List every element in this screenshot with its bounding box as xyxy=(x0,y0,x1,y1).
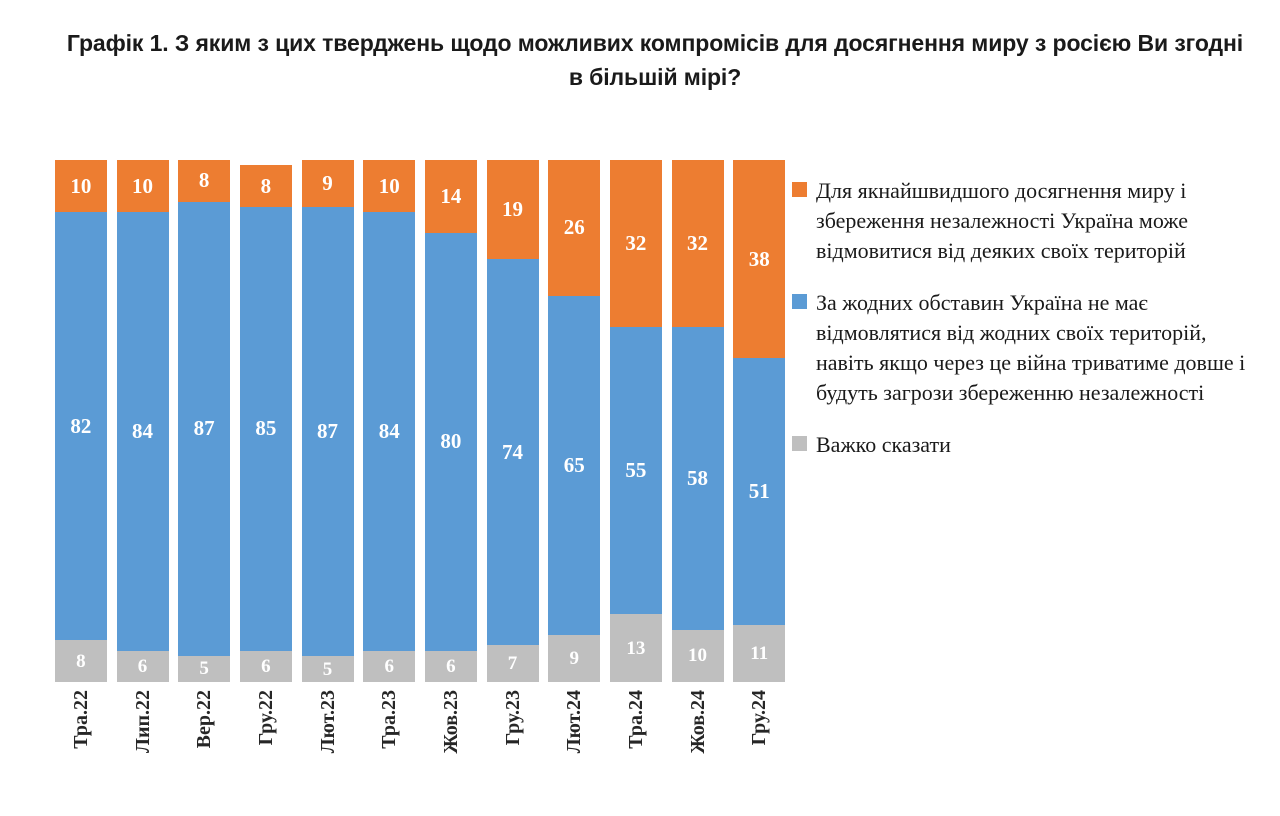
x-axis-tick xyxy=(50,690,112,800)
bar-column xyxy=(358,160,420,682)
bar-column xyxy=(667,160,729,682)
stacked-bar xyxy=(55,160,107,682)
bar-segment xyxy=(672,160,724,327)
bar-segment xyxy=(240,651,292,682)
bar-segment xyxy=(363,651,415,682)
x-axis-tick xyxy=(667,690,729,800)
bar-segment xyxy=(487,160,539,259)
plot-area xyxy=(50,160,790,682)
bar-segment xyxy=(610,327,662,614)
bar-value-label: 10 xyxy=(378,173,400,198)
bar-value-label: 9 xyxy=(569,648,579,670)
bar-segment xyxy=(55,160,107,212)
x-axis-tick xyxy=(728,690,790,800)
bar-value-label: 84 xyxy=(132,418,153,443)
bar-segment xyxy=(302,656,354,682)
x-axis-tick-label: Лют.23 xyxy=(316,690,339,754)
bar-value-label: 32 xyxy=(625,231,647,256)
bar-value-label: 38 xyxy=(748,246,770,271)
x-axis-tick-label: Лют.24 xyxy=(563,690,586,754)
bar-segment xyxy=(55,640,107,682)
bar-value-label: 19 xyxy=(502,197,524,222)
x-axis-tick-label: Тра.23 xyxy=(378,690,401,749)
bar-value-label: 8 xyxy=(76,650,86,672)
bar-segment xyxy=(610,160,662,327)
bar-segment xyxy=(117,212,169,650)
bar-value-label: 14 xyxy=(440,184,462,209)
x-axis-tick xyxy=(605,690,667,800)
stacked-bar xyxy=(733,160,785,682)
bar-value-label: 85 xyxy=(255,416,277,441)
bar-segment xyxy=(178,160,230,202)
bar-column xyxy=(112,160,174,682)
legend-swatch-icon xyxy=(792,182,807,197)
bar-value-label: 10 xyxy=(70,173,92,198)
stacked-bar xyxy=(548,160,600,682)
bar-value-label: 87 xyxy=(193,416,215,441)
legend-swatch-icon xyxy=(792,294,807,309)
bar-segment xyxy=(733,625,785,682)
stacked-bar xyxy=(672,160,724,682)
bar-column xyxy=(173,160,235,682)
x-axis-tick xyxy=(297,690,359,800)
bar-value-label: 10 xyxy=(688,645,708,667)
stacked-bar xyxy=(117,160,169,682)
legend-label: Для якнайшвидшого досягнення миру і збереження незалежності Україна може відмовитися від деяких своїх територій xyxy=(816,178,1188,263)
bar-value-label: 5 xyxy=(322,658,333,680)
x-axis-tick-label: Жов.24 xyxy=(686,690,709,754)
stacked-bar xyxy=(487,160,539,682)
bar-value-label: 5 xyxy=(199,658,209,680)
bar-value-label: 6 xyxy=(137,655,148,677)
bar-value-label: 26 xyxy=(563,215,585,240)
x-axis-tick xyxy=(482,690,544,800)
bar-segment xyxy=(425,160,477,233)
x-axis-tick-label: Гру.24 xyxy=(748,690,771,746)
legend-swatch-icon xyxy=(792,436,807,451)
bar-value-label: 6 xyxy=(261,655,271,677)
stacked-bar xyxy=(425,160,477,682)
bar-value-label: 74 xyxy=(502,439,524,464)
x-axis-tick xyxy=(420,690,482,800)
legend-item[interactable] xyxy=(792,288,1262,408)
bar-segment xyxy=(240,165,292,207)
bar-column xyxy=(420,160,482,682)
bar-segment xyxy=(548,160,600,296)
bar-value-label: 8 xyxy=(198,168,210,193)
bar-column xyxy=(543,160,605,682)
x-axis-tick xyxy=(543,690,605,800)
bar-segment xyxy=(302,160,354,207)
bar-segment xyxy=(425,651,477,682)
x-axis-tick-label: Гру.23 xyxy=(501,690,524,746)
bar-segment xyxy=(487,259,539,645)
bar-segment xyxy=(733,160,785,358)
bar-segment xyxy=(178,656,230,682)
bar-value-label: 80 xyxy=(440,429,462,454)
stacked-bar xyxy=(363,160,415,682)
bar-value-label: 8 xyxy=(260,173,272,198)
stacked-bar xyxy=(302,160,354,682)
bar-column xyxy=(482,160,544,682)
bar-segment xyxy=(55,212,107,640)
bar-segment xyxy=(363,160,415,212)
stacked-bar xyxy=(240,160,292,682)
legend-item[interactable] xyxy=(792,176,1262,266)
bar-segment xyxy=(672,327,724,630)
x-axis-tick-label: Тра.24 xyxy=(624,690,647,749)
legend xyxy=(792,176,1262,482)
bar-column xyxy=(605,160,667,682)
x-axis-tick-label: Тра.22 xyxy=(69,690,92,749)
legend-item[interactable] xyxy=(792,430,1262,460)
stacked-bar xyxy=(610,160,662,682)
bar-segment xyxy=(363,212,415,650)
bar-value-label: 11 xyxy=(750,642,769,664)
bar-group xyxy=(50,160,790,682)
bar-segment xyxy=(548,635,600,682)
bar-value-label: 32 xyxy=(687,231,709,256)
x-axis-tick-label: Жов.23 xyxy=(439,690,462,754)
bar-value-label: 9 xyxy=(322,170,333,195)
bar-column xyxy=(728,160,790,682)
page-title: Графік 1. З яким з цих тверджень щодо можливих компромісів для досягнення миру з росією Ви згодні в більшій мірі? xyxy=(66,30,1244,90)
bar-value-label: 6 xyxy=(446,655,456,677)
bar-segment xyxy=(610,614,662,682)
bar-value-label: 7 xyxy=(507,653,518,675)
bar-value-label: 13 xyxy=(626,637,646,659)
legend-label: За жодних обставин Україна не має відмовлятися від жодних своїх територій, навіть якщо через це війна триватиме довше і будуть загрози збереженню незалежності xyxy=(816,290,1246,405)
bar-segment xyxy=(672,630,724,682)
bar-value-label: 65 xyxy=(563,452,585,477)
bar-segment xyxy=(240,207,292,651)
bar-value-label: 51 xyxy=(748,478,770,503)
x-axis-tick xyxy=(112,690,174,800)
bar-segment xyxy=(117,651,169,682)
bar-value-label: 10 xyxy=(132,173,153,198)
x-axis-tick-label: Гру.22 xyxy=(254,690,277,746)
bar-segment xyxy=(733,358,785,624)
x-axis-tick-label: Вер.22 xyxy=(193,690,216,749)
bar-value-label: 84 xyxy=(378,418,400,443)
x-axis-tick-label: Лип.22 xyxy=(131,690,154,753)
bar-segment xyxy=(117,160,169,212)
bar-segment xyxy=(302,207,354,657)
x-axis-tick xyxy=(358,690,420,800)
stacked-bar xyxy=(178,160,230,682)
bar-segment xyxy=(425,233,477,651)
x-axis-tick xyxy=(173,690,235,800)
bar-segment xyxy=(548,296,600,635)
bar-value-label: 55 xyxy=(625,458,647,483)
bar-column xyxy=(235,160,297,682)
x-axis-tick xyxy=(235,690,297,800)
bar-column xyxy=(50,160,112,682)
bar-value-label: 87 xyxy=(317,418,339,443)
bar-column xyxy=(297,160,359,682)
x-axis-labels xyxy=(50,690,790,800)
bar-value-label: 58 xyxy=(687,465,709,490)
bar-value-label: 6 xyxy=(384,655,394,677)
bar-segment xyxy=(487,645,539,682)
bar-segment xyxy=(178,202,230,656)
legend-label: Важко сказати xyxy=(816,432,951,457)
bar-value-label: 82 xyxy=(70,413,92,438)
